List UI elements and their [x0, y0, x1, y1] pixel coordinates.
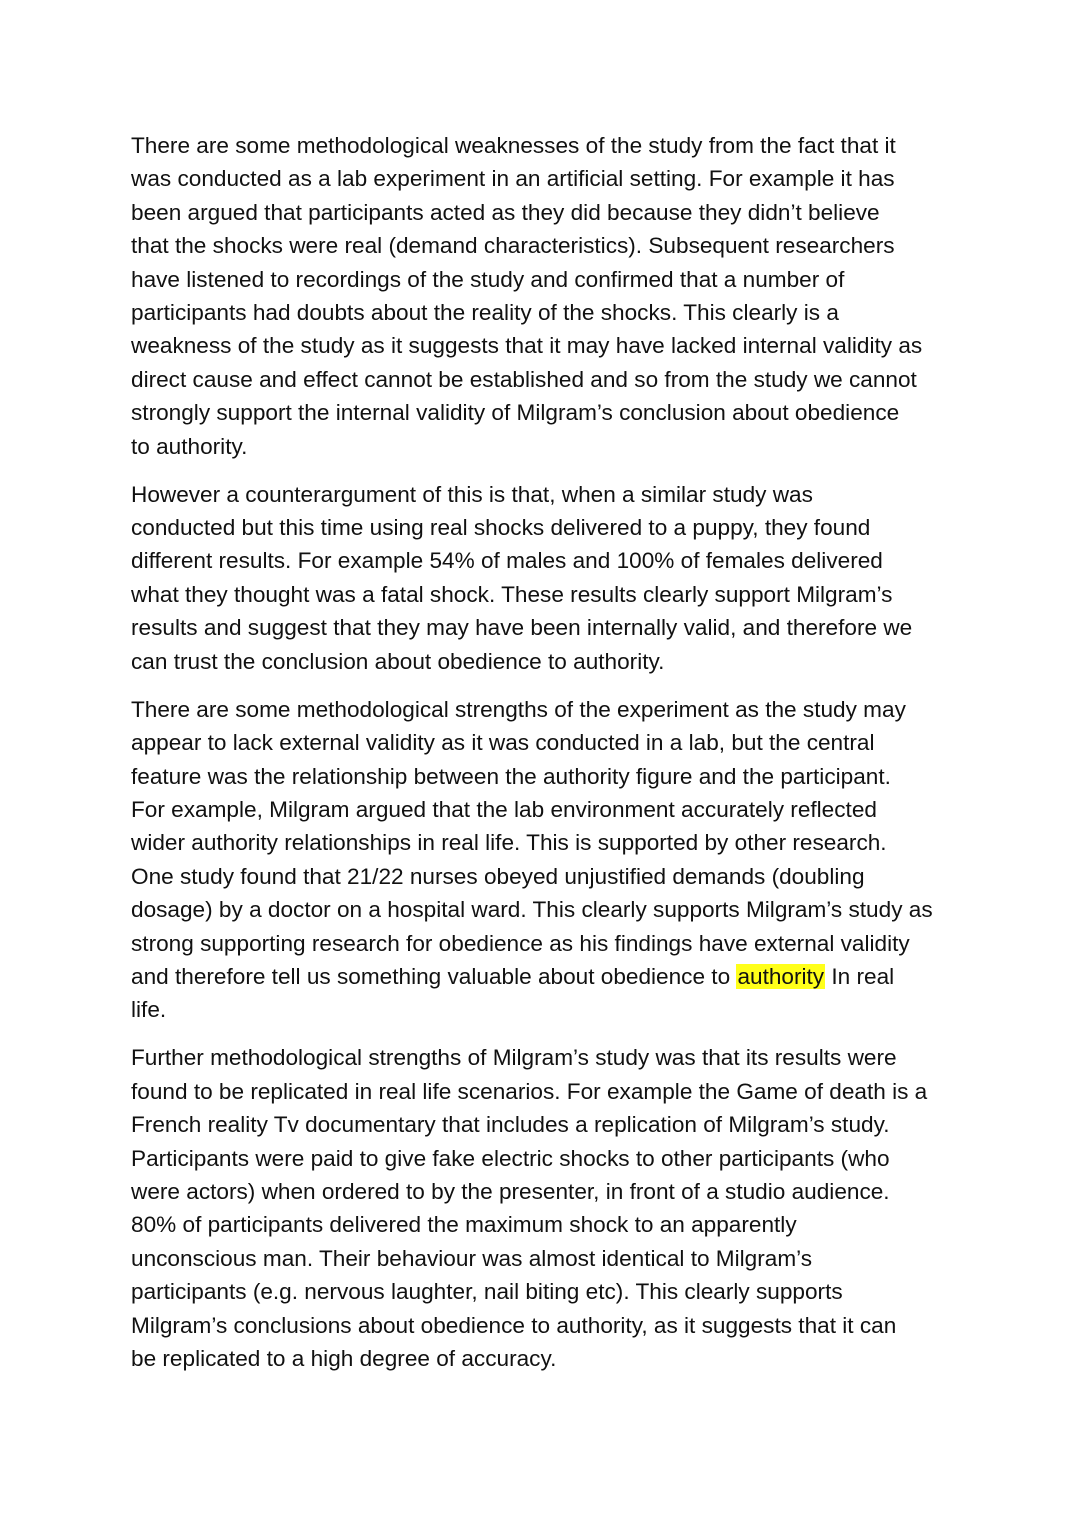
- text-line: strongly support the internal validity of Milgram’s conclusion about obedience: [131, 400, 900, 426]
- text-line: Participants were paid to give fake electric shocks to other participants (who: [131, 1145, 890, 1171]
- text-line: dosage) by a doctor on a hospital ward. This clearly supports Milgram’s study as: [131, 897, 933, 923]
- paragraph-methodological-weaknesses: [131, 129, 961, 463]
- text-line: conducted but this time using real shocks delivered to a puppy, they found: [131, 515, 871, 541]
- text-line: Further methodological strengths of Milgram’s study was that its results were: [131, 1045, 897, 1071]
- text-line: Milgram’s conclusions about obedience to authority, as it suggests that it can: [131, 1312, 897, 1338]
- paragraph-counterargument: [131, 478, 961, 678]
- text-line: was conducted as a lab experiment in an artificial setting. For example it has: [131, 166, 895, 192]
- text-segment: In real: [825, 963, 895, 989]
- text-line: wider authority relationships in real life. This is supported by other research.: [131, 830, 887, 856]
- text-line: what they thought was a fatal shock. These results clearly support Milgram’s: [131, 581, 893, 607]
- text-line: One study found that 21/22 nurses obeyed unjustified demands (doubling: [131, 863, 865, 889]
- text-line: participants (e.g. nervous laughter, nail biting etc). This clearly supports: [131, 1279, 843, 1305]
- text-line: were actors) when ordered to by the presenter, in front of a studio audience.: [131, 1178, 890, 1204]
- text-line: found to be replicated in real life scenarios. For example the Game of death is a: [131, 1078, 928, 1104]
- text-line: However a counterargument of this is that, when a similar study was: [131, 481, 813, 507]
- text-line: results and suggest that they may have been internally valid, and therefore we: [131, 615, 913, 641]
- text-line: have listened to recordings of the study and confirmed that a number of: [131, 266, 845, 292]
- text-segment: and therefore tell us something valuable about obedience to: [131, 963, 737, 989]
- text-line: feature was the relationship between the authority figure and the participant.: [131, 763, 891, 789]
- paragraph-replication: [131, 1041, 961, 1375]
- text-line: There are some methodological strengths of the experiment as the study may: [131, 696, 906, 722]
- text-line: French reality Tv documentary that includes a replication of Milgram’s study.: [131, 1112, 890, 1138]
- text-line: be replicated to a high degree of accuracy.: [131, 1346, 557, 1371]
- document-page: [131, 129, 961, 1390]
- text-line: There are some methodological weaknesses of the study from the fact that it: [131, 133, 896, 158]
- text-line: different results. For example 54% of males and 100% of females delivered: [131, 548, 883, 574]
- text-line: direct cause and effect cannot be established and so from the study we cannot: [131, 366, 917, 392]
- text-line-with-highlight: [131, 960, 961, 993]
- text-line: weakness of the study as it suggests that it may have lacked internal validity as: [131, 333, 923, 359]
- highlighted-word: authority: [737, 963, 825, 989]
- text-line: For example, Milgram argued that the lab environment accurately reflected: [131, 796, 877, 822]
- text-line: life.: [131, 997, 167, 1023]
- text-line: can trust the conclusion about obedience to authority.: [131, 648, 665, 674]
- text-line: to authority.: [131, 433, 248, 459]
- text-line: unconscious man. Their behaviour was almost identical to Milgram’s: [131, 1245, 813, 1271]
- text-line: participants had doubts about the reality of the shocks. This clearly is a: [131, 300, 839, 326]
- paragraph-methodological-strengths: [131, 693, 961, 1027]
- text-line: that the shocks were real (demand characteristics). Subsequent researchers: [131, 233, 895, 259]
- text-line: been argued that participants acted as they did because they didn’t believe: [131, 199, 880, 225]
- text-line: appear to lack external validity as it was conducted in a lab, but the central: [131, 730, 875, 756]
- text-line: 80% of participants delivered the maximum shock to an apparently: [131, 1212, 797, 1238]
- text-line: strong supporting research for obedience as his findings have external validity: [131, 930, 910, 956]
